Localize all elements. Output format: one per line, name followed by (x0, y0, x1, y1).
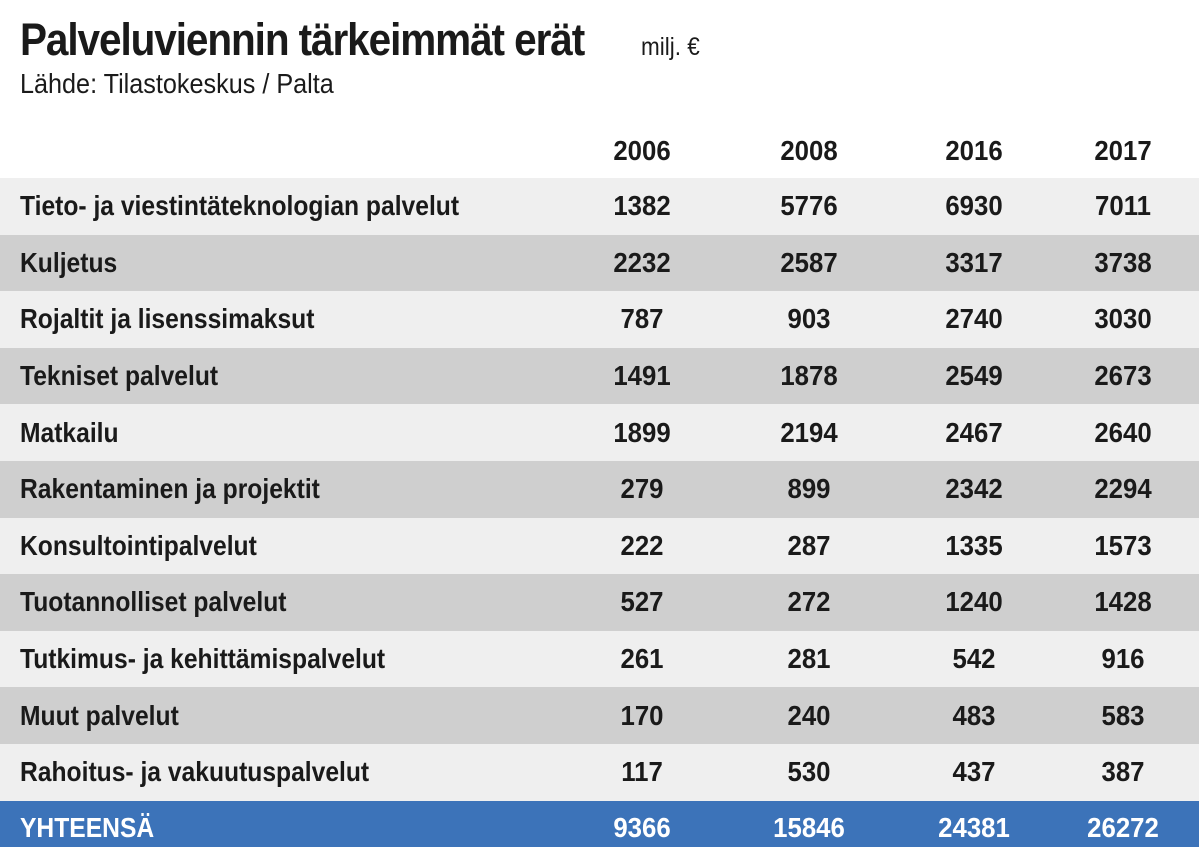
row-label: Rahoitus- ja vakuutuspalvelut (20, 756, 370, 788)
table-cell: 1240 (945, 586, 1003, 618)
table-cell: 281 (787, 643, 831, 675)
table-cell: 2587 (780, 246, 838, 278)
row-label: Tekniset palvelut (20, 360, 219, 392)
table-cell: 117 (621, 756, 663, 788)
table-cell: 1491 (613, 360, 671, 392)
table-cell: 222 (620, 529, 664, 561)
table-cell: 1899 (613, 416, 671, 448)
header-row (0, 122, 1199, 178)
table-cell: 1878 (780, 360, 838, 392)
title-line (20, 14, 706, 66)
table-cell: 437 (952, 756, 996, 788)
column-header: 2008 (780, 135, 838, 166)
table-cell: 2194 (780, 416, 838, 448)
table-cell: 903 (787, 303, 831, 335)
table-cell: 3317 (945, 246, 1003, 278)
data-table (0, 122, 1199, 847)
table-cell: 2232 (613, 246, 671, 278)
table-cell: 240 (787, 699, 831, 731)
row-label: Tuotannolliset palvelut (20, 586, 287, 618)
table-row (0, 518, 1199, 575)
total-cell: 26272 (1087, 811, 1159, 843)
table-cell: 483 (952, 699, 996, 731)
table-cell: 2294 (1094, 473, 1152, 505)
table-row (0, 178, 1199, 235)
table-row (0, 461, 1199, 518)
row-label: Matkailu (20, 416, 119, 448)
table-row (0, 291, 1199, 348)
table-row (0, 744, 1199, 801)
total-cell: 24381 (938, 811, 1010, 843)
table-row (0, 574, 1199, 631)
total-row (0, 801, 1199, 847)
column-header: 2017 (1094, 135, 1152, 166)
column-header: 2016 (945, 135, 1003, 166)
column-header: 2006 (613, 135, 671, 166)
total-cell: 9366 (613, 811, 671, 843)
table-cell: 5776 (780, 190, 838, 222)
chart-title: Palveluviennin tärkeimmät erät (20, 14, 585, 65)
table-row (0, 687, 1199, 744)
table-cell: 2640 (1094, 416, 1152, 448)
table-cell: 387 (1101, 756, 1145, 788)
table-row (0, 631, 1199, 688)
row-label: Rojaltit ja lisenssimaksut (20, 303, 315, 335)
table-cell: 3738 (1094, 246, 1152, 278)
table-cell: 1573 (1094, 529, 1152, 561)
table-cell: 542 (952, 643, 996, 675)
table-cell: 2467 (945, 416, 1003, 448)
table-cell: 261 (620, 643, 664, 675)
row-label: Kuljetus (20, 246, 118, 278)
row-label: Muut palvelut (20, 699, 179, 731)
total-label: YHTEENSÄ (20, 811, 155, 843)
table-cell: 2740 (945, 303, 1003, 335)
table-cell: 916 (1101, 643, 1145, 675)
table-cell: 3030 (1094, 303, 1152, 335)
table-cell: 287 (787, 529, 831, 561)
row-label: Tieto- ja viestintäteknologian palvelut (20, 190, 460, 222)
table-cell: 1428 (1094, 586, 1152, 618)
table-row (0, 348, 1199, 405)
row-label: Tutkimus- ja kehittämispalvelut (20, 643, 386, 675)
table-cell: 1335 (945, 529, 1003, 561)
total-cell: 15846 (773, 811, 845, 843)
table-cell: 527 (620, 586, 664, 618)
table-cell: 279 (620, 473, 664, 505)
table-cell: 1382 (613, 190, 671, 222)
table-row (0, 404, 1199, 461)
table-cell: 530 (787, 756, 831, 788)
table-cell: 2673 (1094, 360, 1152, 392)
row-label: Konsultointipalvelut (20, 529, 257, 561)
unit-label: milj. € (640, 33, 700, 61)
table-cell: 6930 (945, 190, 1003, 222)
table-cell: 899 (787, 473, 831, 505)
table-cell: 787 (620, 303, 664, 335)
table-cell: 2342 (945, 473, 1003, 505)
table-cell: 170 (620, 699, 664, 731)
table-row (0, 235, 1199, 292)
source-label: Lähde: Tilastokeskus / Palta (20, 68, 334, 99)
chart-header (20, 14, 706, 100)
table-cell: 583 (1101, 699, 1145, 731)
table-cell: 272 (787, 586, 831, 618)
table-cell: 2549 (945, 360, 1003, 392)
row-label: Rakentaminen ja projektit (20, 473, 320, 505)
table-cell: 7011 (1095, 190, 1151, 222)
